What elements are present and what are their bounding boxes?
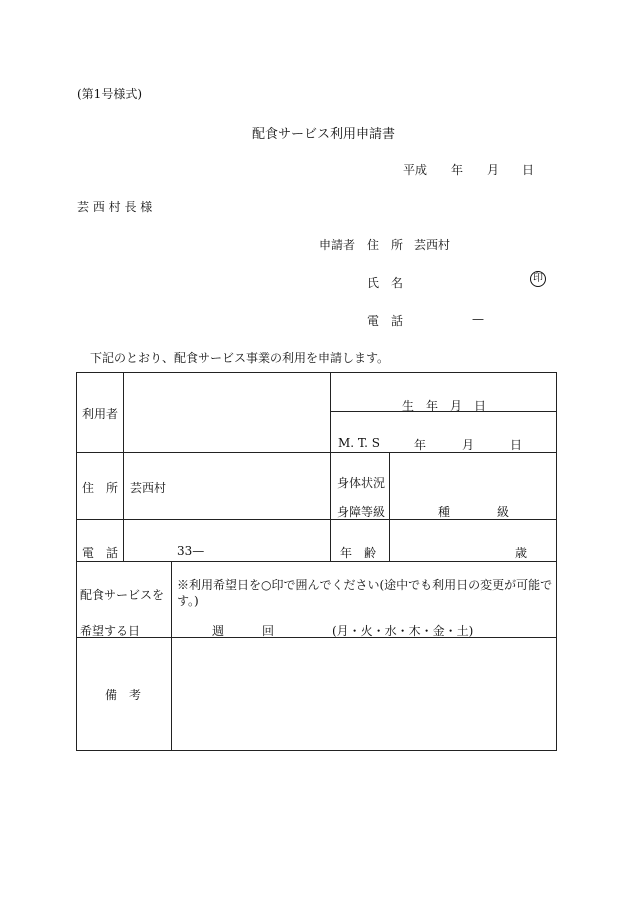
birth-year: 年	[414, 438, 427, 452]
applicant-phone-dash: —	[472, 312, 484, 326]
weekly-label: 週	[212, 624, 225, 638]
seal-mark: 印	[530, 271, 546, 287]
application-table	[76, 372, 557, 751]
body-status-label: 身体状況	[337, 476, 386, 490]
birth-eras: M. T. S	[338, 436, 381, 450]
birth-month: 月	[462, 438, 475, 452]
age-label: 年 齢	[340, 546, 377, 560]
addressee: 芸 西 村 長 様	[77, 200, 153, 214]
address-value: 芸西村	[130, 481, 167, 495]
phone-label: 電 話	[82, 546, 119, 560]
disability-grade-label: 身障等級	[337, 505, 386, 519]
applicant-label: 申請者	[319, 238, 356, 252]
service-note-2: す。)	[177, 594, 199, 608]
phone-value: 33—	[177, 544, 205, 558]
birth-label: 生 年 月 日	[402, 399, 487, 413]
service-label-2: 希望する日	[80, 624, 141, 638]
weekday-options: (月・火・水・木・金・土)	[332, 624, 474, 638]
page-title: 配食サービス利用申請書	[252, 127, 396, 142]
form-number: (第1号様式)	[77, 87, 142, 101]
date-era: 平成	[403, 163, 428, 177]
user-label: 利用者	[82, 407, 119, 421]
date-month: 月	[487, 163, 500, 177]
applicant-address-label: 住 所	[367, 238, 404, 252]
birth-day: 日	[510, 438, 523, 452]
date-year: 年	[451, 163, 464, 177]
applicant-name-label: 氏 名	[367, 276, 404, 290]
applicant-address-value: 芸西村	[414, 238, 451, 252]
grade-unit: 級	[497, 505, 510, 519]
service-note-1: ※利用希望日を○印で囲んでください(途中でも利用日の変更が可能で	[177, 578, 553, 592]
date-day: 日	[522, 163, 535, 177]
times-label: 回	[262, 624, 275, 638]
service-label-1: 配食サービスを	[80, 588, 165, 602]
age-unit: 歳	[515, 546, 528, 560]
applicant-phone-label: 電 話	[367, 314, 404, 328]
remarks-label: 備 考	[105, 688, 142, 702]
intro-text: 下記のとおり、配食サービス事業の利用を申請します。	[90, 351, 390, 365]
kind-unit: 種	[438, 505, 451, 519]
address-label: 住 所	[82, 481, 119, 495]
